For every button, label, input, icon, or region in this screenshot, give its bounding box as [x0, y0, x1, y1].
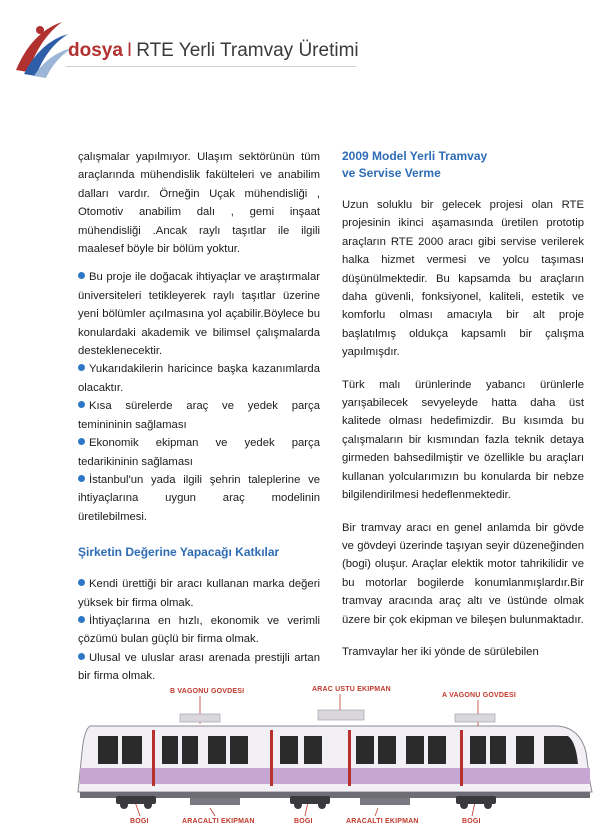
intro-paragraph: çalışmalar yapılmıyor. Ulaşım sektörünün tüm araçlarında mühendislik fakülteleri ve anabilim dalları vardır. Örneğin Uçak mühendisliği , Otomotiv anabilim dalı , gemi inşaat mühendisliği .Ancak raylı taşıtlar ile ilgili maalesef böyle bir bölüm yoktur. [78, 151, 320, 256]
page-header [0, 0, 600, 90]
title-text: RTE Yerli Tramvay Üretimi [136, 40, 359, 61]
diagram-label-underfloor-equipment: ARACALTI EKIPMAN [182, 818, 255, 825]
list-item-text: Yukarıdakilerin haricince başka kazanımlarda olacaktır. [78, 363, 320, 394]
paragraph: Uzun soluklu bir gelecek projesi olan RTE projesinin ikinci aşamasında üretilen prototip araçların RTE 2000 aracı gibi servise verilerek halka hizmet vermesi ve yolcu taşıması düşünülmektedir. Bu kapsamda bu araçların daha güvenli, fonksiyonel, kaliteli, estetik ve komforlu olması amacıyla bir alt proje başlatılmış oldukça kapsamlı bir çalışma yapılmışdır. [342, 199, 584, 359]
diagram-label-bogie: BOGI [462, 818, 481, 825]
bullet-icon [78, 401, 85, 408]
title-separator: I [126, 40, 133, 61]
list-item [78, 612, 320, 649]
list-item [78, 434, 320, 471]
list-item [78, 268, 320, 360]
list-item-text: Ulusal ve uluslar arası arenada prestijli artan bir firma olmak. [78, 651, 320, 683]
header-divider [66, 66, 356, 67]
bullet-icon [78, 653, 85, 660]
diagram-label-bogie: BOGI [130, 818, 149, 825]
right-column [342, 148, 584, 661]
list-item [78, 575, 320, 612]
list-item-text: İstanbul'un yada ilgili şehrin taleplerine ve ihtiyaçlarına uygun araç modelinin üretilebilmesi. [78, 473, 320, 523]
bullet-icon [78, 475, 85, 482]
list-item-text: Ekonomik ekipman ve yedek parça tedarikininin sağlaması [78, 437, 320, 468]
left-column [78, 148, 320, 686]
list-item [78, 649, 320, 686]
list-item-text: Kendi ürettiği bir aracı kullanan marka değeri yüksek bir firma olmak. [78, 578, 320, 609]
tram-illustration [60, 682, 600, 832]
list-item-text: Kısa sürelerde araç ve yedek parça teminininin sağlaması [78, 400, 320, 431]
paragraph: Türk malı ürünlerinde yabancı ürünlerle yarışabilecek sevyeleyde hatta daha üst kalitede olması hedefimizdir. Bu kısımda bu çalışmaların bir kısmından fazla teknik detaya girmeden bahsedilmiştir ve özellikle bu araçları kullanan yolcularımızın bu konularda bir nebze bilgilendirilmesi hedeflenmektedir. [342, 378, 584, 502]
section-heading: Şirketin Değerine Yapacağı Katkılar [78, 545, 280, 560]
section-heading-line: 2009 Model Yerli Tramvay [342, 149, 488, 163]
diagram-label-roof-equipment: ARAC USTU EKIPMAN [312, 686, 391, 693]
paragraph: Tramvaylar her iki yönde de sürülebilen [342, 645, 539, 658]
diagram-label-underfloor-equipment: ARACALTI EKIPMAN [346, 818, 419, 825]
bullet-icon [78, 364, 85, 371]
diagram-label-a-car-body: A VAGONU GOVDESI [442, 692, 516, 699]
bullet-icon [78, 272, 85, 279]
list-item [78, 397, 320, 434]
bullet-icon [78, 579, 85, 586]
section-heading-line: ve Servise Verme [342, 166, 441, 180]
page-title [68, 40, 359, 62]
paragraph: Bir tramvay aracı en genel anlamda bir gövde ve gövdeyi üzerinde taşıyan seyir düzeneğinden (bogi) oluşur. Araçlar elektik motor tahrikilidir ve bu motorlar bogilerde konumlanmışlardır.Bir tramvay aracında araç altı ve üstünde olmak üzere bir çok ekipman ve bileşen bulunmaktadır. [342, 521, 584, 626]
section-keyword: dosya [68, 40, 123, 61]
tram-diagram [60, 682, 600, 832]
list-item [78, 471, 320, 526]
diagram-label-bogie: BOGI [294, 818, 313, 825]
list-item [78, 360, 320, 397]
bullet-icon [78, 616, 85, 623]
list-item-text: İhtiyaçlarına en hızlı, ekonomik ve verimli çözümü bulan güçlü bir firma olmak. [78, 614, 320, 646]
diagram-label-b-car-body: B VAGONU GOVDESI [170, 688, 245, 695]
list-item-text: Bu proje ile doğacak ihtiyaçlar ve araştırmalar üniversiteleri tetikleyerek raylı taşıtlar üzerine yeni bölümler açılmasına yol açabilir.Böylece bu konulardaki akademik ve bilimsel çalışmalarda desteklenecektir. [78, 271, 320, 358]
section-heading [342, 148, 584, 182]
bullet-icon [78, 438, 85, 445]
